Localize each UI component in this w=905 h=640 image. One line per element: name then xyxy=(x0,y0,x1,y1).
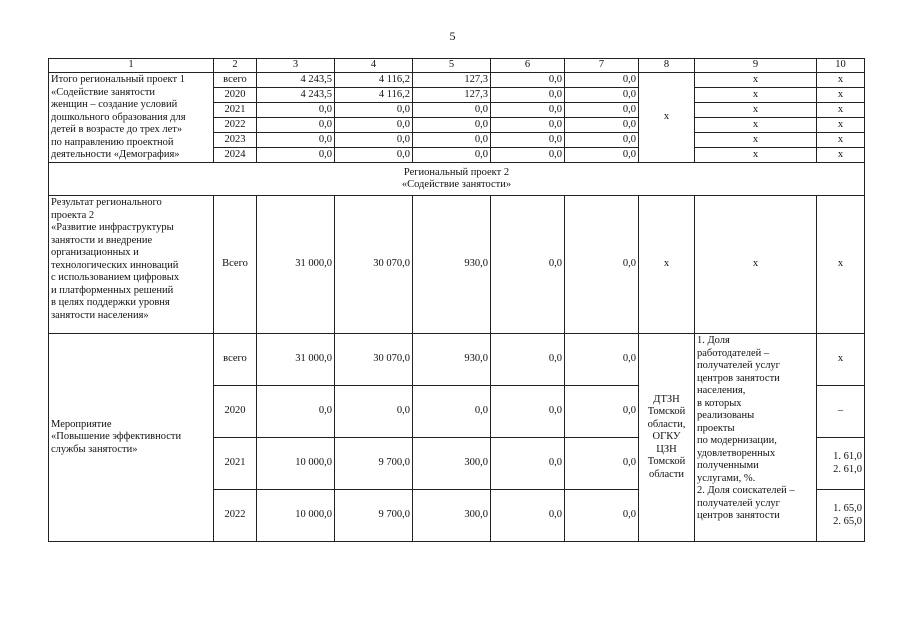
indicator-value-cell: х xyxy=(817,88,865,103)
value-cell: 4 116,2 xyxy=(335,73,413,88)
period-cell: 2021 xyxy=(214,438,257,490)
value-cell: 0,0 xyxy=(257,133,335,148)
period-cell: всего xyxy=(214,73,257,88)
value-cell: 0,0 xyxy=(491,438,565,490)
col-number: 4 xyxy=(335,59,413,73)
period-cell: 2020 xyxy=(214,386,257,438)
value-cell: 30 070,0 xyxy=(335,334,413,386)
indicator-cell: х xyxy=(695,196,817,334)
value-cell: 0,0 xyxy=(491,386,565,438)
value-cell: 10 000,0 xyxy=(257,490,335,542)
value-cell: 127,3 xyxy=(413,73,491,88)
value-cell: 0,0 xyxy=(491,334,565,386)
col-number: 6 xyxy=(491,59,565,73)
page-number: 5 xyxy=(449,29,456,43)
value-cell: 0,0 xyxy=(491,196,565,334)
indicator-value-cell: х xyxy=(817,148,865,163)
indicator-value-cell: 1. 65,0 2. 65,0 xyxy=(817,490,865,542)
executor-cell: х xyxy=(639,196,695,334)
value-cell: 0,0 xyxy=(565,88,639,103)
period-cell: Всего xyxy=(214,196,257,334)
project1-title: Итого региональный проект 1 «Содействие занятости женщин – создание условий дошкольного образования для детей в возрасте до трех лет» по направлению проектной деятельности «Демография» xyxy=(49,73,214,163)
period-cell: 2022 xyxy=(214,490,257,542)
indicator-cell: х xyxy=(695,88,817,103)
indicator-cell: х xyxy=(695,73,817,88)
table-row xyxy=(49,73,865,88)
col-number: 5 xyxy=(413,59,491,73)
budget-table xyxy=(48,58,865,542)
value-cell: 0,0 xyxy=(335,148,413,163)
indicator-value-cell: х xyxy=(817,118,865,133)
indicator-cell: х xyxy=(695,103,817,118)
value-cell: 300,0 xyxy=(413,490,491,542)
value-cell: 0,0 xyxy=(565,334,639,386)
value-cell: 0,0 xyxy=(491,73,565,88)
column-number-row xyxy=(49,59,865,73)
value-cell: 0,0 xyxy=(565,103,639,118)
measure-title: Мероприятие «Повышение эффективности службы занятости» xyxy=(49,334,214,542)
value-cell: 300,0 xyxy=(413,438,491,490)
value-cell: 31 000,0 xyxy=(257,334,335,386)
value-cell: 0,0 xyxy=(257,118,335,133)
col-number: 3 xyxy=(257,59,335,73)
period-cell: 2023 xyxy=(214,133,257,148)
period-cell: всего xyxy=(214,334,257,386)
indicator-cell: х xyxy=(695,118,817,133)
table-row xyxy=(49,196,865,334)
value-cell: 31 000,0 xyxy=(257,196,335,334)
indicator-value-cell: х xyxy=(817,196,865,334)
value-cell: 0,0 xyxy=(565,133,639,148)
indicator-cell: х xyxy=(695,148,817,163)
col-number: 2 xyxy=(214,59,257,73)
indicator-value-cell: – xyxy=(817,386,865,438)
value-cell: 0,0 xyxy=(565,438,639,490)
value-cell: 0,0 xyxy=(413,148,491,163)
value-cell: 0,0 xyxy=(257,386,335,438)
period-cell: 2024 xyxy=(214,148,257,163)
value-cell: 0,0 xyxy=(335,386,413,438)
section-row xyxy=(49,163,865,196)
value-cell: 0,0 xyxy=(491,148,565,163)
col-number: 9 xyxy=(695,59,817,73)
value-cell: 9 700,0 xyxy=(335,490,413,542)
indicator-value-cell: 1. 61,0 2. 61,0 xyxy=(817,438,865,490)
value-cell: 9 700,0 xyxy=(335,438,413,490)
col-number: 7 xyxy=(565,59,639,73)
col-number: 8 xyxy=(639,59,695,73)
result2-title: Результат регионального проекта 2 «Развитие инфраструктуры занятости и внедрение организационных и технологических инноваций с использованием цифровых и платформенных решений в целях поддержки уровня занятости населения» xyxy=(49,196,214,334)
value-cell: 4 116,2 xyxy=(335,88,413,103)
indicator-cell: х xyxy=(695,133,817,148)
period-cell: 2020 xyxy=(214,88,257,103)
value-cell: 0,0 xyxy=(257,148,335,163)
section-title: Региональный проект 2 «Содействие занятости» xyxy=(49,163,865,196)
value-cell: 10 000,0 xyxy=(257,438,335,490)
value-cell: 0,0 xyxy=(413,103,491,118)
value-cell: 0,0 xyxy=(491,88,565,103)
indicator-value-cell: х xyxy=(817,334,865,386)
executor-cell: х xyxy=(639,73,695,163)
executor-cell: ДТЗН Томской области, ОГКУ ЦЗН Томской области xyxy=(639,334,695,542)
table-row xyxy=(49,334,865,386)
value-cell: 0,0 xyxy=(413,133,491,148)
indicator-value-cell: х xyxy=(817,103,865,118)
value-cell: 0,0 xyxy=(565,73,639,88)
indicator-description: 1. Доля работодателей – получателей услуг центров занятости населения, в которых реализованы проекты по модернизации, удовлетворенных полученными услугами, %. 2. Доля соискателей – получателей услуг центров занятости xyxy=(695,334,817,542)
col-number: 10 xyxy=(817,59,865,73)
indicator-value-cell: х xyxy=(817,133,865,148)
value-cell: 4 243,5 xyxy=(257,73,335,88)
value-cell: 0,0 xyxy=(335,103,413,118)
value-cell: 4 243,5 xyxy=(257,88,335,103)
value-cell: 0,0 xyxy=(335,133,413,148)
value-cell: 0,0 xyxy=(491,103,565,118)
value-cell: 0,0 xyxy=(335,118,413,133)
value-cell: 0,0 xyxy=(491,490,565,542)
value-cell: 0,0 xyxy=(413,386,491,438)
value-cell: 0,0 xyxy=(565,196,639,334)
value-cell: 930,0 xyxy=(413,196,491,334)
value-cell: 0,0 xyxy=(565,148,639,163)
col-number: 1 xyxy=(49,59,214,73)
period-cell: 2021 xyxy=(214,103,257,118)
value-cell: 0,0 xyxy=(413,118,491,133)
value-cell: 0,0 xyxy=(491,118,565,133)
indicator-value-cell: х xyxy=(817,73,865,88)
value-cell: 30 070,0 xyxy=(335,196,413,334)
value-cell: 0,0 xyxy=(257,103,335,118)
value-cell: 930,0 xyxy=(413,334,491,386)
value-cell: 127,3 xyxy=(413,88,491,103)
period-cell: 2022 xyxy=(214,118,257,133)
value-cell: 0,0 xyxy=(565,490,639,542)
value-cell: 0,0 xyxy=(565,386,639,438)
value-cell: 0,0 xyxy=(565,118,639,133)
value-cell: 0,0 xyxy=(491,133,565,148)
